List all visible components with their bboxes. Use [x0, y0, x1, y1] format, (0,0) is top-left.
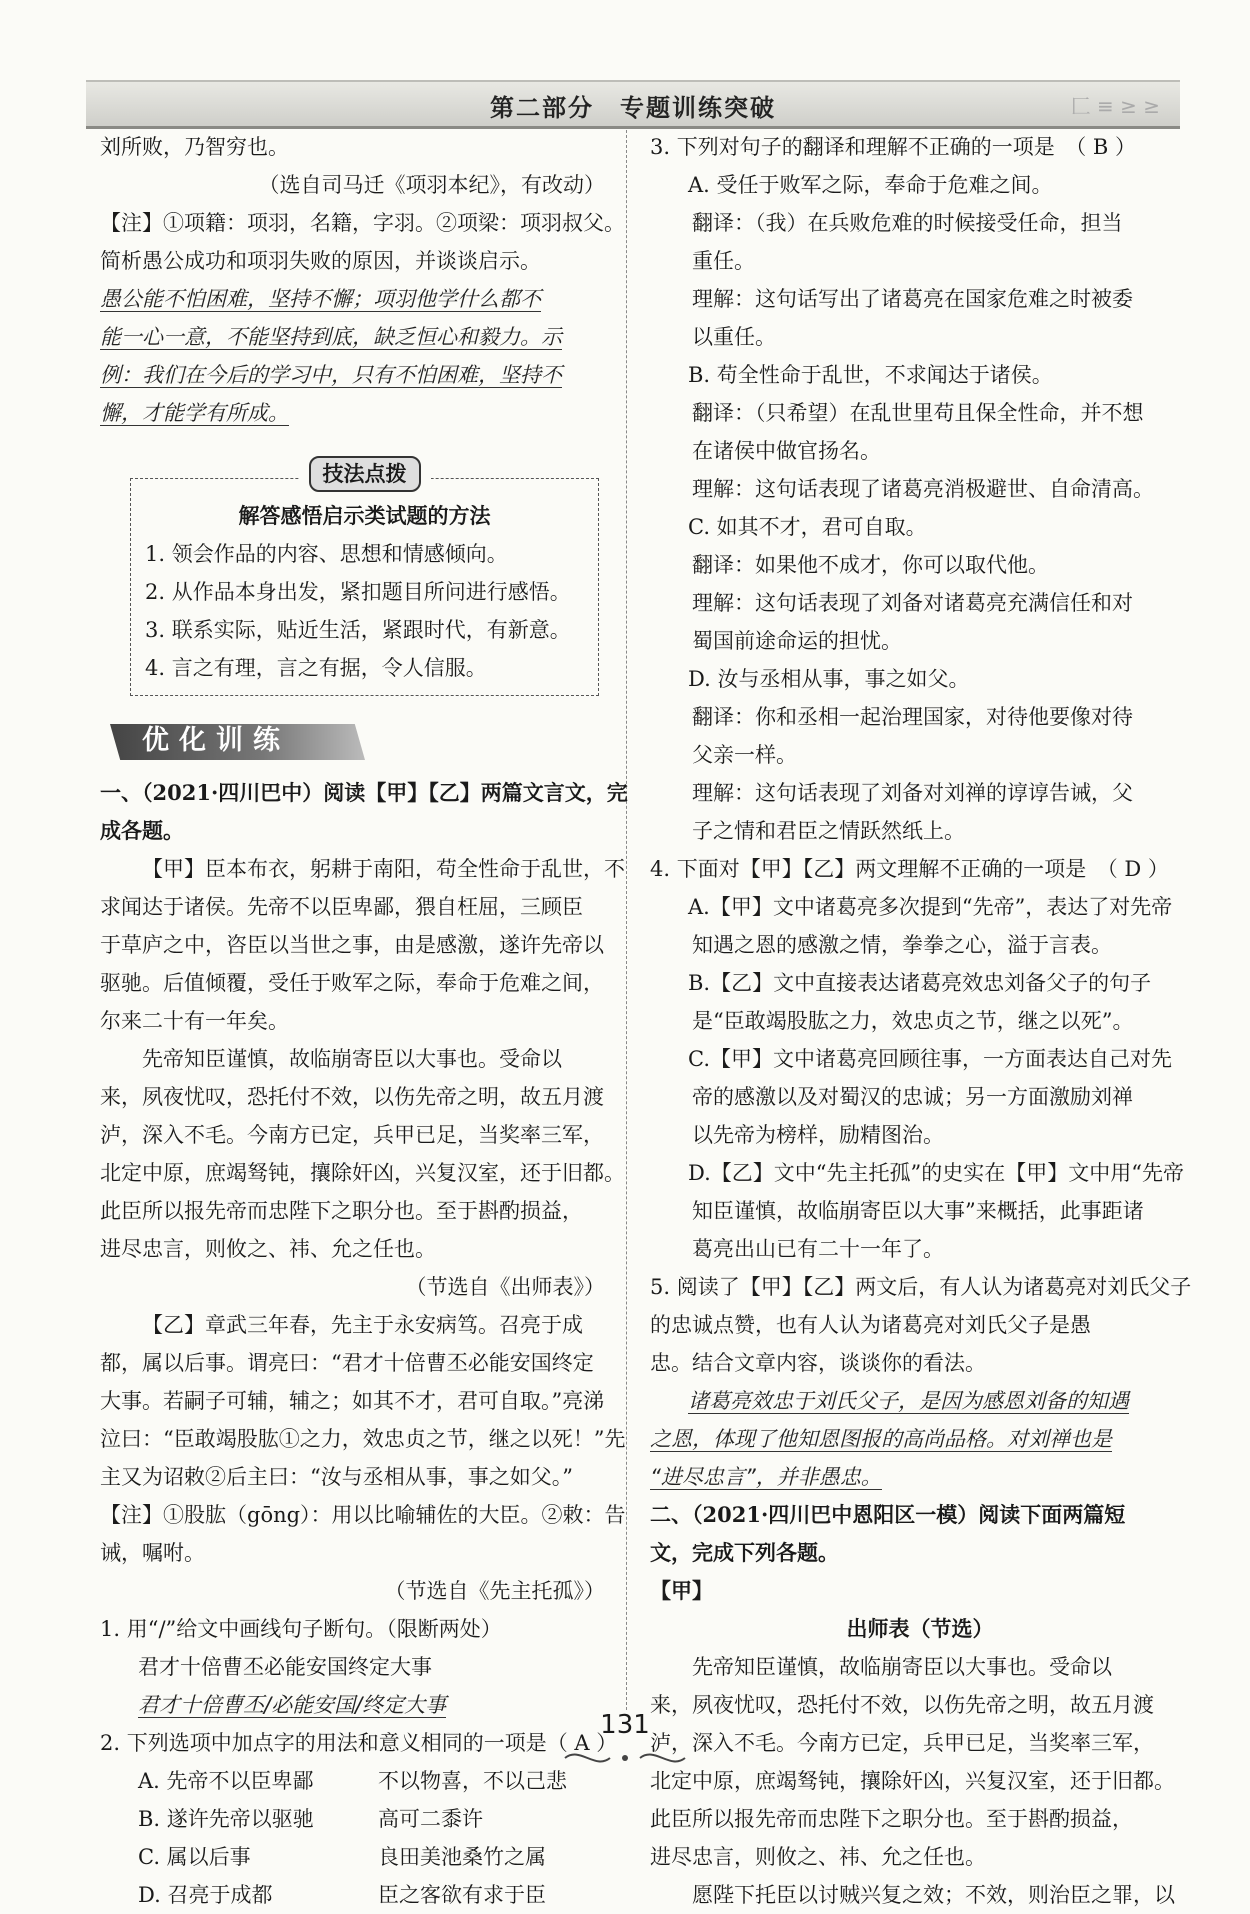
question: 5. 阅读了【甲】【乙】两文后，有人认为诸葛亮对刘氏父子: [650, 1275, 1192, 1299]
source-note: （节选自《先主托孤》）: [384, 1579, 605, 1603]
tip-item: 4. 言之有理，言之有据，令人信服。: [145, 656, 487, 680]
sentence-to-split: 君才十倍曹丕必能安国终定大事: [138, 1655, 432, 1679]
question: 简析愚公成功和项羽失败的原因，并谈谈启示。: [100, 249, 541, 273]
handwritten-answer: 例：我们在今后的学习中，只有不怕困难，坚持不: [100, 363, 562, 387]
option-line: B.【乙】文中直接表达诸葛亮效忠刘备父子的句子: [688, 971, 1152, 995]
option-line: 翻译：（只希望）在乱世里苟且保全性命，并不想: [692, 401, 1144, 425]
passage-line: 都，属以后事。谓亮曰：“君才十倍曹丕必能安国终定: [100, 1351, 594, 1375]
option-line: 子之情和君臣之情跃然纸上。: [692, 819, 965, 843]
option-line: 是“臣敢竭股肱之力，效忠贞之节，继之以死”。: [692, 1009, 1134, 1033]
question: 2. 下列选项中加点字的用法和意义相同的一项是（ A ）: [100, 1731, 618, 1755]
tip-item: 1. 领会作品的内容、思想和情感倾向。: [145, 542, 508, 566]
section-banner: [100, 718, 605, 764]
option-line: 蜀国前途命运的担忧。: [692, 629, 902, 653]
tip-item: 3. 联系实际，贴近生活，紧跟时代，有新意。: [145, 618, 571, 642]
passage-line: 进尽忠言，则攸之、祎、允之任也。: [650, 1845, 986, 1869]
page-number: 131: [600, 1710, 650, 1740]
annotation: 【注】①股肱（gōng）：用以比喻辅佐的大臣。②敕：告: [100, 1503, 626, 1527]
passage-label: 【甲】: [650, 1578, 713, 1603]
passage-line: 【乙】章武三年春，先主于永安病笃。召亮于成: [142, 1313, 583, 1337]
tip-tab: 技法点拨: [309, 456, 421, 492]
header-decoration: 匚 ≡ ≥ ≥: [1070, 94, 1160, 118]
question: 3. 下列对句子的翻译和理解不正确的一项是 （ B ）: [650, 135, 1136, 159]
passage-line: 泸，深入不毛。今南方已定，兵甲已足，当奖率三军，: [100, 1123, 604, 1147]
tip-item: 2. 从作品本身出发，紧扣题目所问进行感悟。: [145, 580, 571, 604]
question-heading: 二、（2021·四川巴中恩阳区一模）阅读下面两篇短: [650, 1502, 1126, 1527]
passage-line: 泸，深入不毛。今南方已定，兵甲已足，当奖率三军，: [650, 1731, 1154, 1755]
option-line: 在诸侯中做官扬名。: [692, 439, 881, 463]
option-line: 以重任。: [692, 325, 776, 349]
option-line: 理解：这句话表现了刘备对刘禅的谆谆告诫，父: [692, 781, 1133, 805]
option-row: B. 遂许先帝以驱驰 高可二黍许: [138, 1807, 483, 1831]
passage-line: 泣曰：“臣敢竭股肱①之力，效忠贞之节，继之以死！”先: [100, 1427, 626, 1451]
text-line: 刘所败，乃智穷也。: [100, 135, 289, 159]
passage-line: 北定中原，庶竭驽钝，攘除奸凶，兴复汉室，还于旧都。: [650, 1769, 1175, 1793]
tip-box: [130, 462, 599, 696]
option-row: A. 先帝不以臣卑鄙 不以物喜，不以己悲: [138, 1769, 567, 1793]
passage-line: 驱驰。后值倾覆，受任于败军之际，奉命于危难之间，: [100, 971, 604, 995]
column-divider: [626, 130, 627, 1710]
option-line: 理解：这句话写出了诸葛亮在国家危难之时被委: [692, 287, 1133, 311]
passage-line: 北定中原，庶竭驽钝，攘除奸凶，兴复汉室，还于旧都。: [100, 1161, 625, 1185]
passage-line: 大事。若嗣子可辅，辅之；如其不才，君可自取。”亮涕: [100, 1389, 605, 1413]
passage-line: 主又为诏敕②后主曰：“汝与丞相从事，事之如父。”: [100, 1465, 573, 1489]
option-line: 理解：这句话表现了诸葛亮消极避世、自命清高。: [692, 477, 1154, 501]
passage-line: 愿陛下托臣以讨贼兴复之效；不效，则治臣之罪，以: [692, 1883, 1175, 1907]
option-line: B. 苟全性命于乱世，不求闻达于诸侯。: [688, 363, 1053, 387]
handwritten-answer: 君才十倍曹丕/必能安国/终定大事: [138, 1693, 447, 1717]
page-ornament-icon: [560, 1746, 690, 1770]
question-heading: 一、（2021·四川巴中）阅读【甲】【乙】两篇文言文，完: [100, 780, 628, 805]
option-line: 翻译：（我）在兵败危难的时候接受任命，担当: [692, 211, 1123, 235]
source-note: （选自司马迁《项羽本纪》，有改动）: [258, 173, 605, 197]
handwritten-answer: “进尽忠言”，并非愚忠。: [650, 1465, 882, 1489]
option-line: 知臣谨慎，故临崩寄臣以大事”来概括，此事距诸: [692, 1199, 1144, 1223]
option-line: 以先帝为榜样，励精图治。: [692, 1123, 944, 1147]
option-line: A.【甲】文中诸葛亮多次提到“先帝”，表达了对先帝: [688, 895, 1173, 919]
handwritten-answer: 能一心一意，不能坚持到底，缺乏恒心和毅力。示: [100, 325, 562, 349]
right-column: [650, 128, 1190, 1914]
question-heading: 文，完成下列各题。: [650, 1540, 839, 1565]
option-line: 知遇之恩的感激之情，拳拳之心，溢于言表。: [692, 933, 1112, 957]
question: 4. 下面对【甲】【乙】两文理解不正确的一项是 （ D ）: [650, 857, 1169, 881]
passage-line: 进尽忠言，则攸之、祎、允之任也。: [100, 1237, 436, 1261]
option-line: 翻译：你和丞相一起治理国家，对待他要像对待: [692, 705, 1133, 729]
question: 忠。结合文章内容，谈谈你的看法。: [650, 1351, 986, 1375]
passage-line: 先帝知臣谨慎，故临崩寄臣以大事也。受命以: [142, 1047, 562, 1071]
option-line: 帝的感激以及对蜀汉的忠诚；另一方面激励刘禅: [692, 1085, 1133, 1109]
question-heading: 成各题。: [100, 818, 184, 843]
annotation: 【注】①项籍：项羽，名籍，字羽。②项梁：项羽叔父。: [100, 211, 625, 235]
source-note: （节选自《出师表》）: [405, 1275, 605, 1299]
passage-line: 先帝知臣谨慎，故临崩寄臣以大事也。受命以: [692, 1655, 1112, 1679]
option-line: D. 汝与丞相从事，事之如父。: [688, 667, 970, 691]
handwritten-answer: 诸葛亮效忠于刘氏父子，是因为感恩刘备的知遇: [688, 1389, 1129, 1413]
option-row: C. 属以后事 良田美池桑竹之属: [138, 1845, 546, 1869]
handwritten-answer: 愚公能不怕困难，坚持不懈；项羽他学什么都不: [100, 287, 541, 311]
option-line: C.【甲】文中诸葛亮回顾往事，一方面表达自己对先: [688, 1047, 1172, 1071]
option-line: 重任。: [692, 249, 755, 273]
header-title: 第二部分 专题训练突破: [490, 94, 776, 122]
option-line: 父亲一样。: [692, 743, 797, 767]
handwritten-answer: 之恩，体现了他知恩图报的高尚品格。对刘禅也是: [650, 1427, 1112, 1451]
section-title: 优化训练: [142, 725, 290, 756]
passage-line: 尔来二十有一年矣。: [100, 1009, 289, 1033]
passage-line: 此臣所以报先帝而忠陛下之职分也。至于斟酌损益，: [100, 1199, 583, 1223]
question: 1. 用“/”给文中画线句子断句。（限断两处）: [100, 1617, 502, 1641]
option-row: D. 召亮于成都 臣之客欲有求于臣: [138, 1883, 546, 1907]
option-line: D.【乙】文中“先主托孤”的史实在【甲】文中用“先帝: [688, 1161, 1184, 1185]
option-line: 葛亮出山已有二十一年了。: [692, 1237, 944, 1261]
annotation: 诫，嘱咐。: [100, 1541, 205, 1565]
tip-title: 解答感悟启示类试题的方法: [238, 504, 491, 528]
passage-line: 于草庐之中，咨臣以当世之事，由是感激，遂许先帝以: [100, 933, 604, 957]
passage-title: 出师表（节选）: [846, 1617, 994, 1641]
question: 的忠诚点赞，也有人认为诸葛亮对刘氏父子是愚: [650, 1313, 1091, 1337]
passage-line: 【甲】臣本布衣，躬耕于南阳，苟全性命于乱世，不: [142, 857, 625, 881]
passage-line: 此臣所以报先帝而忠陛下之职分也。至于斟酌损益，: [650, 1807, 1133, 1831]
option-line: 翻译：如果他不成才，你可以取代他。: [692, 553, 1049, 577]
passage-line: 来，夙夜忧叹，恐托付不效，以伤先帝之明，故五月渡: [650, 1693, 1154, 1717]
passage-line: 来，夙夜忧叹，恐托付不效，以伤先帝之明，故五月渡: [100, 1085, 604, 1109]
passage-line: 求闻达于诸侯。先帝不以臣卑鄙，猥自枉屈，三顾臣: [100, 895, 583, 919]
option-line: 理解：这句话表现了刘备对诸葛亮充满信任和对: [692, 591, 1133, 615]
handwritten-answer: 懈，才能学有所成。: [100, 401, 289, 425]
option-line: A. 受任于败军之际，奉命于危难之间。: [688, 173, 1053, 197]
option-line: C. 如其不才，君可自取。: [688, 515, 927, 539]
running-header: [86, 80, 1180, 129]
